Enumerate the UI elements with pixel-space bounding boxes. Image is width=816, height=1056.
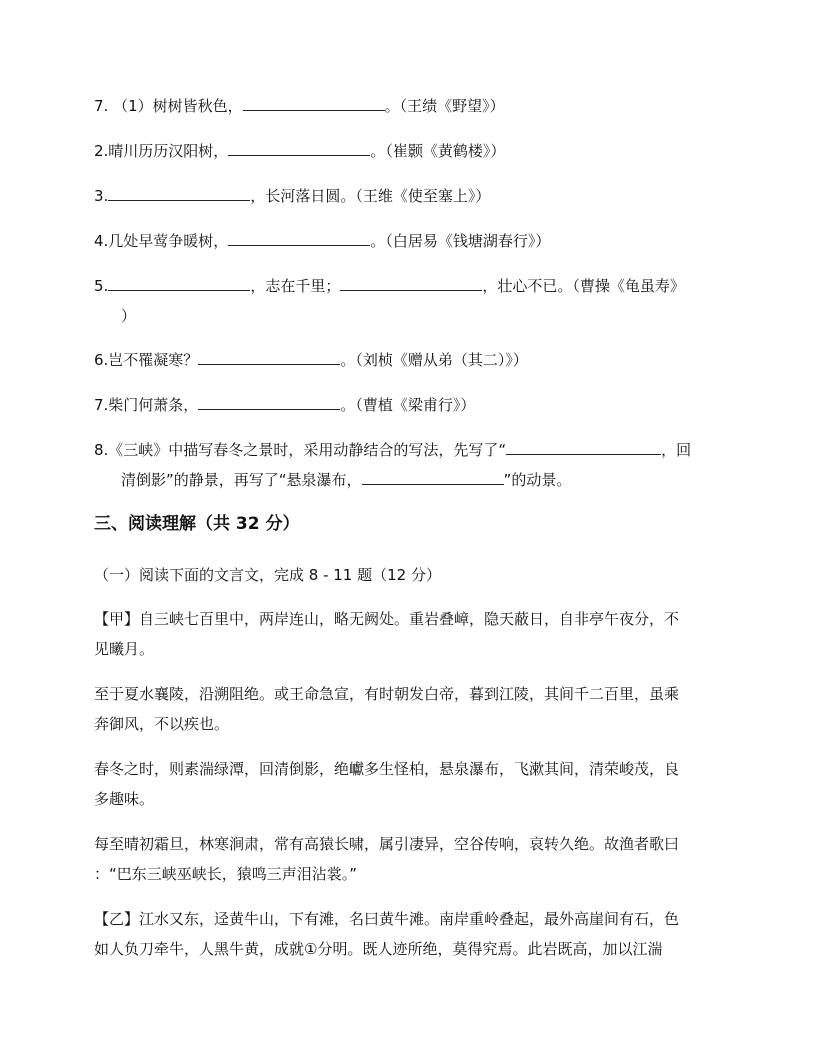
section-heading: 三、阅读理解（共 32 分） — [94, 514, 300, 534]
question-text: 6.岂不罹凝寒？ — [94, 351, 199, 369]
question-continuation — [121, 470, 571, 490]
passage-line: 见曦月。 — [94, 640, 155, 658]
question-source: ，长河落日圆。（王维《使至塞上》） — [250, 187, 491, 205]
question-line — [94, 276, 685, 296]
answer-blank[interactable] — [108, 276, 250, 291]
question-line — [94, 186, 490, 206]
passage-line: 春冬之时，则素湍绿潭，回清倒影，绝巘多生怪柏，悬泉瀑布，飞漱其间，清荣峻茂，良 — [94, 760, 680, 778]
answer-blank[interactable] — [228, 141, 370, 156]
passage-line: 如人负刀牵牛，人黑牛黄，成就①分明。既人迹所绝，莫得究焉。此岩既高，加以江湍 — [94, 940, 663, 958]
question-text: 3. — [94, 187, 109, 205]
passage-line: 至于夏水襄陵，沿溯阻绝。或王命急宣，有时朝发白帝，暮到江陵，其间千二百里，虽乘 — [94, 685, 680, 703]
question-line — [94, 96, 505, 116]
question-line — [94, 350, 528, 370]
answer-blank[interactable] — [362, 470, 504, 485]
question-text: 8.《三峡》中描写春冬之景时，采用动静结合的写法，先写了“ — [94, 441, 507, 459]
question-text: ，志在千里； — [250, 277, 341, 295]
answer-blank[interactable] — [228, 231, 370, 246]
question-text: 4.几处早莺争暖树， — [94, 232, 229, 250]
question-source: 。（崔颢《黄鹤楼》） — [370, 142, 506, 160]
question-text: 清倒影”的静景，再写了“悬泉瀑布， — [121, 471, 362, 489]
question-source: 。（白居易《钱塘湖春行》） — [370, 232, 551, 250]
answer-blank[interactable] — [108, 186, 250, 201]
question-text: 7.柴门何萧条， — [94, 396, 199, 414]
question-continuation: ） — [121, 307, 137, 325]
passage-line: ：“巴东三峡巫峡长，猿鸣三声泪沾裳。” — [94, 865, 358, 883]
answer-blank[interactable] — [243, 96, 385, 111]
question-source: 。（王绩《野望》） — [384, 97, 505, 115]
answer-blank[interactable] — [506, 440, 661, 455]
passage-line: 每至晴初霜旦，林寒涧肃，常有高猿长啸，属引凄异，空谷传响，哀转久绝。故渔者歌曰 — [94, 835, 680, 853]
section-intro: （一）阅读下面的文言文，完成 8 - 11 题（12 分） — [94, 566, 441, 584]
passage-line: 【甲】自三峡七百里中，两岸连山，略无阙处。重岩叠嶂，隐天蔽日，自非亭午夜分，不 — [94, 610, 680, 628]
passage-line: 【乙】江水又东，迳黄牛山，下有滩，名曰黄牛滩。南岸重岭叠起，最外高崖间有石，色 — [94, 910, 680, 928]
answer-blank[interactable] — [198, 395, 340, 410]
question-line — [94, 141, 505, 161]
question-text: ，回 — [661, 441, 692, 459]
passage-line: 多趣味。 — [94, 790, 155, 808]
question-line — [94, 440, 691, 460]
question-text: 7. （1）树树皆秋色， — [94, 97, 243, 115]
question-line — [94, 395, 475, 415]
answer-blank[interactable] — [340, 276, 482, 291]
question-text: ”的动景。 — [503, 471, 572, 489]
question-source: ，壮心不已。（曹操《龟虽寿》 — [482, 277, 685, 295]
question-text: 2.晴川历历汉阳树， — [94, 142, 229, 160]
question-text: 5. — [94, 277, 109, 295]
answer-blank[interactable] — [198, 350, 340, 365]
question-source: 。（曹植《梁甫行》） — [340, 396, 476, 414]
passage-line: 奔御风，不以疾也。 — [94, 715, 230, 733]
question-source: 。（刘桢《赠从弟（其二）》） — [340, 351, 528, 369]
question-line — [94, 231, 550, 251]
